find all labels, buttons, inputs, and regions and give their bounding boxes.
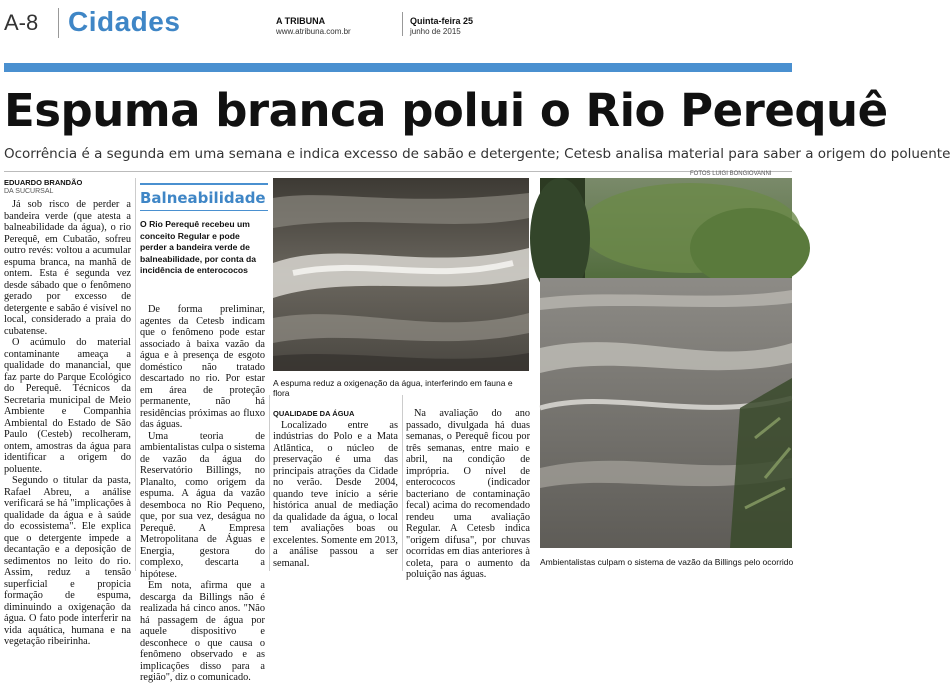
column-divider bbox=[402, 395, 403, 571]
byline-sub: DA SUCURSAL bbox=[4, 188, 54, 195]
subheadline: Ocorrência é a segunda em uma semana e indica excesso de sabão e detergente; Cetesb analisa material para saber a origem do poluente bbox=[4, 146, 950, 162]
paragraph: Segundo o titular da pasta, Rafael Abreu, a análise verificará se há "implicações à qualidade da água e à saúde do ecossistema". Ele explica que o detergente impede a decantação e a deposição de sedimentos no leito do rio. Assim, reduz a tensão superficial e propicia formação de espuma, diminuindo a oxigenação da água. O fato pode interferir na vida aquática, humana e na vegetação ribeirinha. bbox=[4, 475, 131, 647]
paragraph: Já sob risco de perder a bandeira verde (que atesta a balneabilidade da água), o rio Perequê, em Cubatão, sofreu outro revés: voltou a acumular espuma branca, na manhã de ontem. Esta é segunda vez desde sábado que o fenômeno gerado por excesso de detergente e sabão é visível no local, considerado a praia do cubatense. bbox=[4, 199, 131, 337]
photo-river-foam-image bbox=[273, 178, 529, 371]
box-top-rule bbox=[140, 183, 268, 185]
paragraph: Uma teoria de ambientalistas culpa o sistema de vazão da água do Reservatório Billings, no Planalto, como origem da espuma. A água da vazão desemboca no Rio Pequeno, que, por sua vez, deságua no Perequê. A Empresa Metropolitana de Águas e Energia, gestora do complexo, descarta a hipótese. bbox=[140, 430, 265, 580]
box-title: Balneabilidade bbox=[140, 189, 266, 207]
issue-weekday: Quinta-feira 25 bbox=[410, 16, 474, 26]
website-link[interactable]: www.atribuna.com.br bbox=[276, 27, 351, 36]
photo-river-landscape-image bbox=[540, 178, 792, 548]
byline: EDUARDO BRANDÃO bbox=[4, 178, 83, 187]
headline: Espuma branca polui o Rio Perequê bbox=[4, 84, 888, 137]
header-divider bbox=[58, 8, 59, 38]
paragraph: Em nota, afirma que a descarga da Billings não é realizada há cinco anos. "Não há passagem de água por aquele dispositivo e desconhece o que causa o fenômeno observado e as implicações disso para a região", diz o comunicado. bbox=[140, 580, 265, 683]
article-column-1 bbox=[4, 199, 131, 647]
box-title-rule bbox=[140, 210, 268, 211]
header-divider-2 bbox=[402, 12, 403, 36]
article-column-4 bbox=[406, 408, 530, 580]
column-divider bbox=[135, 178, 136, 571]
issue-date: junho de 2015 bbox=[410, 27, 461, 36]
article-column-3 bbox=[273, 408, 398, 571]
article-column-2 bbox=[140, 304, 265, 683]
page-number: A-8 bbox=[4, 10, 39, 35]
paragraph: Na avaliação do ano passado, divulgada há duas semanas, o Perequê ficou por três semanas, entre maio e abril, na condição de imprópria. O nível de enterococos (indicador bacteriano de contaminação fecal) acima do recomendado rendeu uma avaliação Regular. A Cetesb indica "origem difusa", por chuvas ocorridas em dias anteriores à coleta, para o aumento da poluição nas águas. bbox=[406, 408, 530, 580]
paragraph: Localizado entre as indústrias do Polo e a Mata Atlântica, o núcleo de preservação é uma das principais atrações da Cidade no verão. Desde 2004, quando teve início a série histórica anual de mediação da qualidade da água, o local tem avaliações boas ou excelentes. Somente em 2013, a análise passou a ser semanal. bbox=[273, 419, 398, 569]
paragraph: De forma preliminar, agentes da Cetesb indicam que o fenômeno pode estar associado à baixa vazão da água e à presença de esgoto doméstico não tratado descartado no rio. Por estar em área de proteção permanente, não há residências próximas ao fluxo das águas. bbox=[140, 304, 265, 430]
headline-rule bbox=[4, 171, 792, 172]
box-text bbox=[140, 219, 268, 277]
photo-caption-2: Ambientalistas culpam o sistema de vazão da Billings pelo ocorrido bbox=[540, 557, 794, 567]
paragraph: O acúmulo do material contaminante ameaça a qualidade do manancial, que faz parte do Parque Ecológico do Perequê. Técnicos da Secretaria municipal de Meio Ambiente e Companhia Ambiental do Estado de São Paulo (Cesteb) recolheram, ontem, amostras da água para identificar a origem do poluente. bbox=[4, 337, 131, 475]
box-lead: O Rio Perequê recebeu um conceito Regular e pode perder a bandeira verde de balneabilidade, por conta da incidência de enterococos bbox=[140, 219, 257, 275]
photo-credit: FOTOS LUIGI BONGIOVANNI bbox=[690, 171, 772, 177]
section-title: Cidades bbox=[68, 6, 181, 37]
subtitle-quality: QUALIDADE DA ÁGUA bbox=[273, 409, 355, 418]
section-color-bar bbox=[4, 63, 792, 72]
photo-river-landscape bbox=[540, 178, 792, 548]
photo-river-foam bbox=[273, 178, 529, 371]
photo-caption-1: A espuma reduz a oxigenação da água, interferindo em fauna e flora bbox=[273, 378, 513, 398]
column-divider bbox=[269, 395, 270, 571]
paper-name: A TRIBUNA bbox=[276, 16, 326, 26]
